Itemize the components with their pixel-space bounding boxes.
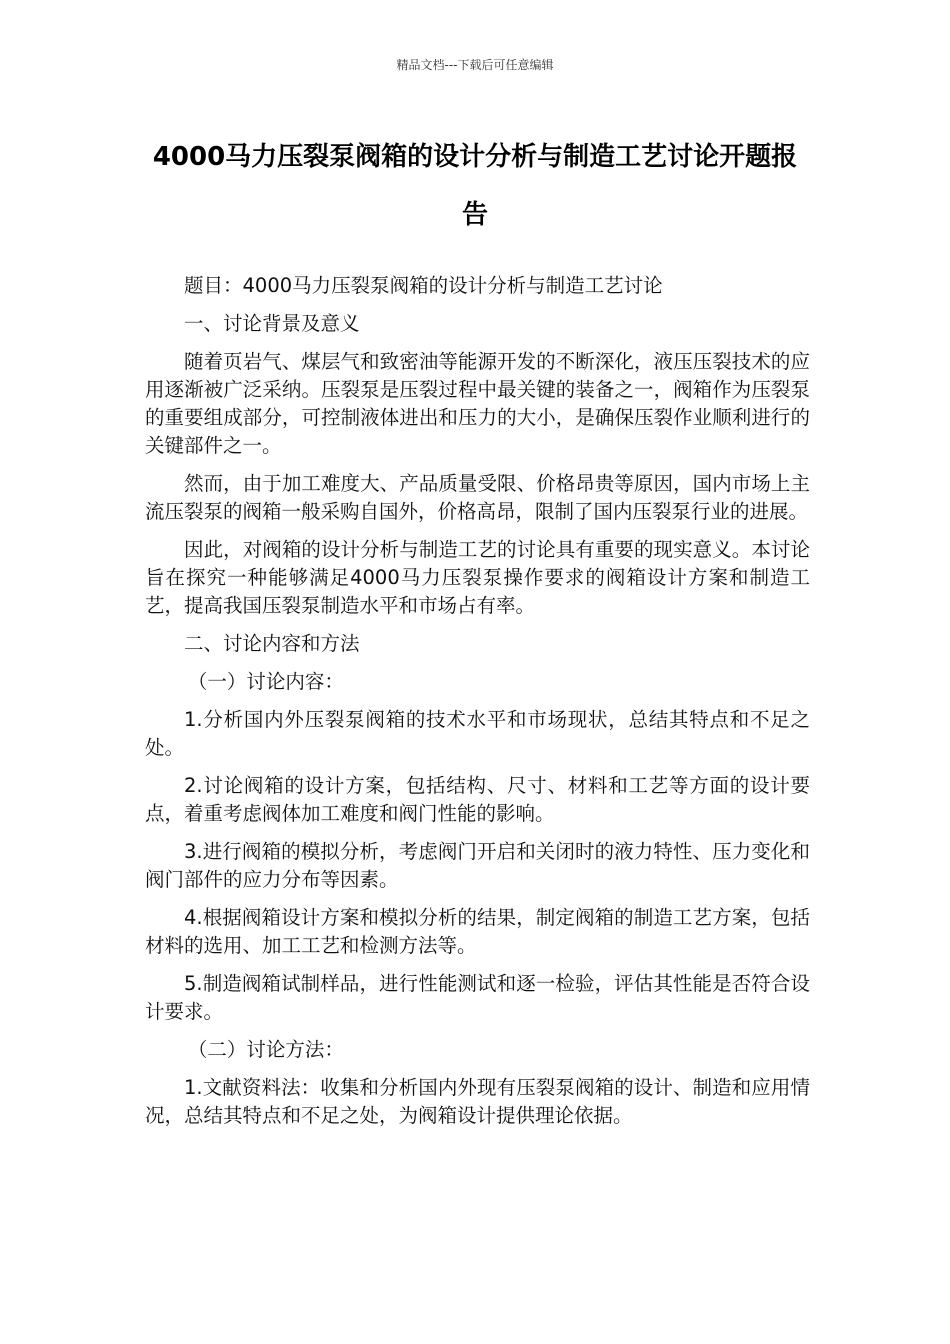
document-body: [145, 272, 810, 1140]
paragraph-background-3: 因此，对阀箱的设计分析与制造工艺的讨论具有重要的现实意义。本讨论旨在探究一种能够满足4000马力压裂泵操作要求的阀箱设计方案和制造工艺，提高我国压裂泵制造水平和市场占有率。: [145, 538, 810, 617]
subheading-methods: （二）讨论方法：: [187, 1038, 344, 1061]
content-item-1: 1.分析国内外压裂泵阀箱的技术水平和市场现状，总结其特点和不足之处。: [145, 708, 810, 759]
content-item-5: 5.制造阀箱试制样品，进行性能测试和逐一检验，评估其性能是否符合设计要求。: [145, 972, 810, 1023]
subheading-content: （一）讨论内容：: [187, 670, 344, 693]
method-item-1: 1.文献资料法：收集和分析国内外现有压裂泵阀箱的设计、制造和应用情况，总结其特点和不足之处，为阀箱设计提供理论依据。: [145, 1076, 810, 1127]
running-header: 精品文档---下载后可任意编辑: [396, 58, 554, 72]
content-item-3: 3.进行阀箱的模拟分析，考虑阀门开启和关闭时的液力特性、压力变化和阀门部件的应力分布等因素。: [145, 840, 810, 891]
topic-line: 题目：4000马力压裂泵阀箱的设计分析与制造工艺讨论: [184, 274, 663, 297]
paragraph-background-2: 然而，由于加工难度大、产品质量受限、价格昂贵等原因，国内市场上主流压裂泵的阀箱一般采购自国外，价格高昂，限制了国内压裂泵行业的进展。: [145, 472, 810, 523]
section-heading-content-methods: 二、讨论内容和方法: [184, 632, 360, 655]
content-item-2: 2.讨论阀箱的设计方案，包括结构、尺寸、材料和工艺等方面的设计要点，着重考虑阀体加工难度和阀门性能的影响。: [145, 774, 810, 825]
content-item-4: 4.根据阀箱设计方案和模拟分析的结果，制定阀箱的制造工艺方案，包括材料的选用、加工工艺和检测方法等。: [145, 906, 810, 957]
section-heading-background: 一、讨论背景及意义: [184, 312, 360, 335]
paragraph-background-1: 随着页岩气、煤层气和致密油等能源开发的不断深化，液压压裂技术的应用逐渐被广泛采纳。压裂泵是压裂过程中最关键的装备之一，阀箱作为压裂泵的重要组成部分，可控制液体进出和压力的大小，是确保压裂作业顺利进行的关键部件之一。: [145, 350, 810, 457]
document-title: 4000马力压裂泵阀箱的设计分析与制造工艺讨论开题报告: [152, 142, 798, 230]
